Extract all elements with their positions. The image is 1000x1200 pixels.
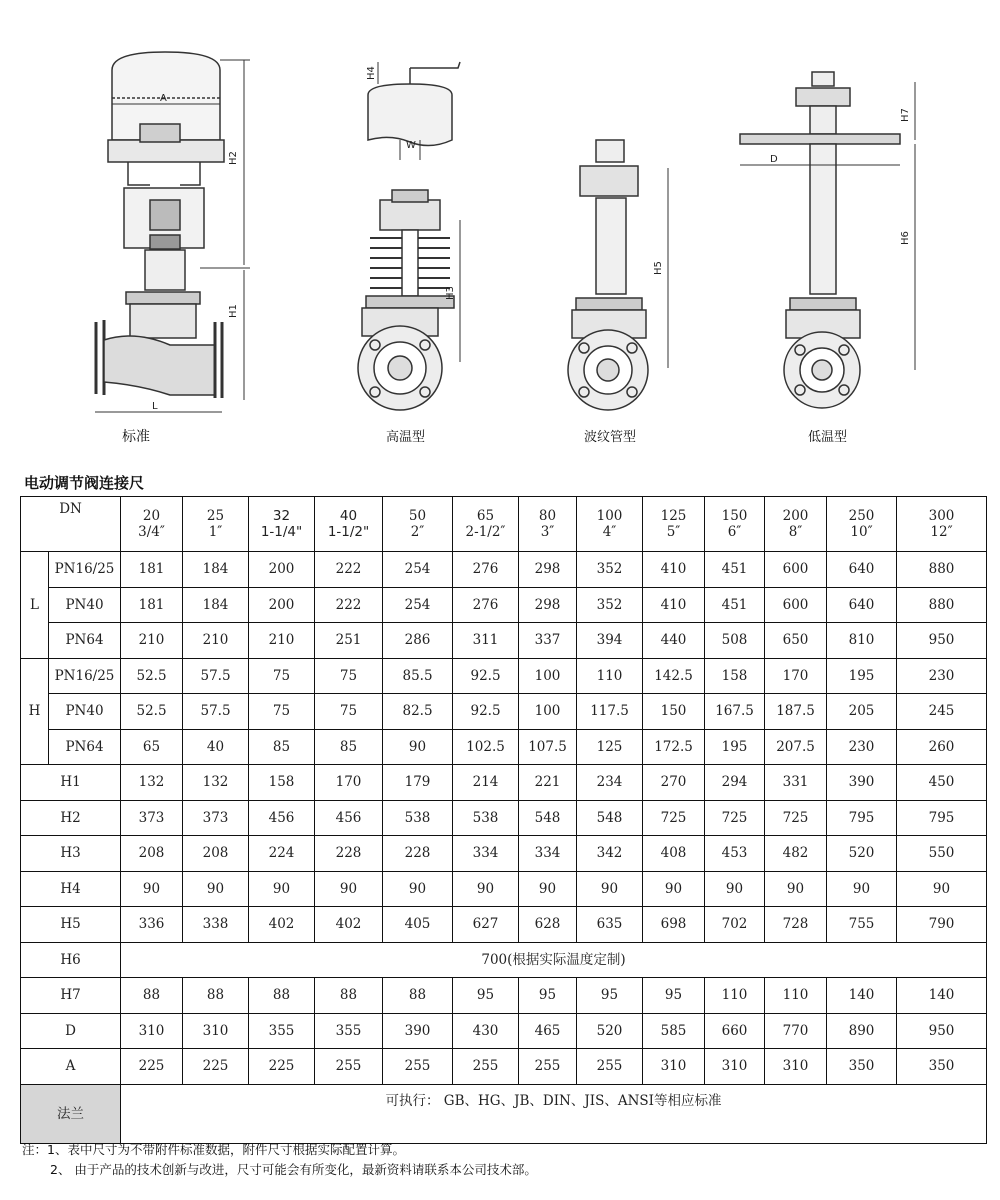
table-cell: 95 — [643, 978, 705, 1014]
table-cell: 310 — [121, 1013, 183, 1049]
table-row — [21, 658, 987, 694]
table-cell: 402 — [315, 907, 383, 943]
table-cell: 92.5 — [453, 694, 519, 730]
dim-h2: H2 — [228, 151, 239, 165]
inch-value: 1-1/2" — [327, 524, 370, 540]
inch-value: 2-1/2″ — [465, 524, 506, 540]
table-cell: 890 — [827, 1013, 897, 1049]
table-cell: 405 — [383, 907, 453, 943]
table-cell: 254 — [383, 587, 453, 623]
header-dn-50 — [383, 497, 453, 552]
inch-value: 1-1/4" — [260, 524, 303, 540]
table-cell: 276 — [453, 552, 519, 588]
dim-h4: H4 — [366, 66, 377, 80]
table-cell: 158 — [249, 765, 315, 801]
table-cell: 142.5 — [643, 658, 705, 694]
table-cell: 195 — [705, 729, 765, 765]
table-cell: 548 — [577, 800, 643, 836]
valve-drawings — [0, 0, 1000, 460]
table-cell: 251 — [315, 623, 383, 659]
table-cell: 342 — [577, 836, 643, 872]
table-row — [21, 623, 987, 659]
table-cell: 167.5 — [705, 694, 765, 730]
inch-value: 4″ — [602, 524, 617, 540]
table-cell: 100 — [519, 658, 577, 694]
table-cell: 88 — [383, 978, 453, 1014]
table-cell: 225 — [249, 1049, 315, 1085]
table-cell: 260 — [897, 729, 987, 765]
header-dn-250 — [827, 497, 897, 552]
header-dn-40 — [315, 497, 383, 552]
group-label-l: L — [21, 552, 49, 659]
table-cell: 635 — [577, 907, 643, 943]
h6-value: 700(根据实际温度定制) — [121, 942, 987, 978]
flange-standards: 可执行： GB、HG、JB、DIN、JIS、ANSI等相应标准 — [121, 1084, 987, 1143]
table-cell: 172.5 — [643, 729, 705, 765]
table-cell: 150 — [643, 694, 705, 730]
table-cell: 85.5 — [383, 658, 453, 694]
table-cell: 184 — [183, 552, 249, 588]
table-cell: 338 — [183, 907, 249, 943]
header-dn-150 — [705, 497, 765, 552]
table-cell: 181 — [121, 552, 183, 588]
table-cell: 508 — [705, 623, 765, 659]
table-cell: 725 — [643, 800, 705, 836]
row-label-h7: H7 — [21, 978, 121, 1014]
table-cell: 255 — [577, 1049, 643, 1085]
table-cell: 228 — [315, 836, 383, 872]
table-cell: 184 — [183, 587, 249, 623]
table-cell: 95 — [519, 978, 577, 1014]
table-cell: 640 — [827, 552, 897, 588]
table-cell: 132 — [121, 765, 183, 801]
table-row-flange — [21, 1084, 987, 1143]
table-cell: 286 — [383, 623, 453, 659]
table-cell: 310 — [643, 1049, 705, 1085]
table-cell: 90 — [519, 871, 577, 907]
table-cell: 336 — [121, 907, 183, 943]
table-cell: 600 — [765, 587, 827, 623]
dim-h1: H1 — [228, 304, 239, 318]
header-dn: DN — [21, 497, 121, 552]
inch-value: 12″ — [930, 524, 953, 540]
table-cell: 181 — [121, 587, 183, 623]
table-cell: 810 — [827, 623, 897, 659]
table-cell: 100 — [519, 694, 577, 730]
row-label: PN64 — [49, 623, 121, 659]
table-cell: 170 — [315, 765, 383, 801]
table-cell: 430 — [453, 1013, 519, 1049]
table-row — [21, 871, 987, 907]
table-cell: 234 — [577, 765, 643, 801]
row-label: PN64 — [49, 729, 121, 765]
table-cell: 294 — [705, 765, 765, 801]
table-cell: 210 — [249, 623, 315, 659]
table-cell: 755 — [827, 907, 897, 943]
table-cell: 90 — [249, 871, 315, 907]
table-cell: 660 — [705, 1013, 765, 1049]
table-cell: 394 — [577, 623, 643, 659]
table-cell: 451 — [705, 587, 765, 623]
table-cell: 402 — [249, 907, 315, 943]
table-cell: 255 — [315, 1049, 383, 1085]
table-cell: 92.5 — [453, 658, 519, 694]
table-body — [21, 497, 987, 1144]
table-cell: 95 — [577, 978, 643, 1014]
table-cell: 222 — [315, 587, 383, 623]
inch-value: 3/4″ — [138, 524, 165, 540]
table-cell: 725 — [705, 800, 765, 836]
table-row — [21, 800, 987, 836]
table-cell: 90 — [897, 871, 987, 907]
table-cell: 880 — [897, 552, 987, 588]
table-cell: 110 — [765, 978, 827, 1014]
table-cell: 230 — [827, 729, 897, 765]
row-label-flange: 法兰 — [21, 1084, 121, 1143]
dim-h7: H7 — [900, 108, 911, 122]
caption-low-temp: 低温型 — [808, 430, 848, 445]
table-cell: 107.5 — [519, 729, 577, 765]
dn-value: 250 — [848, 508, 875, 524]
inch-value: 3″ — [540, 524, 555, 540]
table-cell: 310 — [765, 1049, 827, 1085]
table-cell: 125 — [577, 729, 643, 765]
caption-high-temp: 高温型 — [386, 430, 426, 445]
row-label-h3: H3 — [21, 836, 121, 872]
table-cell: 132 — [183, 765, 249, 801]
table-cell: 538 — [453, 800, 519, 836]
table-cell: 90 — [121, 871, 183, 907]
caption-standard: 标准 — [122, 429, 150, 445]
footnotes — [22, 1140, 537, 1180]
table-cell: 373 — [183, 800, 249, 836]
table-cell: 88 — [183, 978, 249, 1014]
high-temp-valve-drawing — [358, 62, 460, 410]
table-cell: 158 — [705, 658, 765, 694]
table-cell: 453 — [705, 836, 765, 872]
dimension-table — [20, 496, 987, 1144]
table-cell: 585 — [643, 1013, 705, 1049]
table-row — [21, 587, 987, 623]
table-cell: 725 — [765, 800, 827, 836]
row-label-h1: H1 — [21, 765, 121, 801]
table-cell: 352 — [577, 552, 643, 588]
inch-value: 2″ — [410, 524, 425, 540]
table-cell: 310 — [705, 1049, 765, 1085]
dim-h5: H5 — [653, 261, 664, 275]
table-cell: 170 — [765, 658, 827, 694]
table-cell: 208 — [183, 836, 249, 872]
table-cell: 255 — [383, 1049, 453, 1085]
table-cell: 390 — [827, 765, 897, 801]
dn-value: 20 — [142, 508, 161, 524]
table-cell: 221 — [519, 765, 577, 801]
group-label-h: H — [21, 658, 49, 765]
header-dn-20 — [121, 497, 183, 552]
dn-value: 125 — [660, 508, 687, 524]
table-cell: 255 — [453, 1049, 519, 1085]
dn-value: 300 — [928, 508, 955, 524]
table-cell: 640 — [827, 587, 897, 623]
table-cell: 698 — [643, 907, 705, 943]
bellows-valve-drawing — [568, 140, 668, 410]
table-cell: 90 — [453, 871, 519, 907]
table-cell: 298 — [519, 587, 577, 623]
table-cell: 208 — [121, 836, 183, 872]
table-cell: 230 — [897, 658, 987, 694]
dn-value: 40 — [339, 508, 358, 524]
header-dn-65 — [453, 497, 519, 552]
table-cell: 450 — [897, 765, 987, 801]
table-cell: 310 — [183, 1013, 249, 1049]
table-cell: 245 — [897, 694, 987, 730]
table-cell: 90 — [705, 871, 765, 907]
table-cell: 187.5 — [765, 694, 827, 730]
table-cell: 548 — [519, 800, 577, 836]
table-row — [21, 907, 987, 943]
table-cell: 95 — [453, 978, 519, 1014]
table-cell: 334 — [519, 836, 577, 872]
table-cell: 311 — [453, 623, 519, 659]
table-cell: 520 — [577, 1013, 643, 1049]
table-cell: 88 — [121, 978, 183, 1014]
note-1: 注：1、表中尺寸为不带附件标准数据，附件尺寸根据实际配置计算。 — [22, 1142, 405, 1157]
table-cell: 52.5 — [121, 658, 183, 694]
table-cell: 298 — [519, 552, 577, 588]
table-cell: 950 — [897, 1013, 987, 1049]
row-label-h5: H5 — [21, 907, 121, 943]
table-cell: 200 — [249, 552, 315, 588]
table-cell: 88 — [249, 978, 315, 1014]
table-cell: 254 — [383, 552, 453, 588]
table-row — [21, 978, 987, 1014]
table-cell: 795 — [897, 800, 987, 836]
table-cell: 65 — [121, 729, 183, 765]
dn-value: 80 — [538, 508, 557, 524]
table-cell: 451 — [705, 552, 765, 588]
dim-w: W — [406, 140, 416, 151]
table-cell: 140 — [827, 978, 897, 1014]
row-label-h4: H4 — [21, 871, 121, 907]
table-row — [21, 729, 987, 765]
table-cell: 390 — [383, 1013, 453, 1049]
note-2: 2、 由于产品的技术创新与改进，尺寸可能会有所变化，最新资料请联系本公司技术部。 — [50, 1162, 537, 1177]
table-cell: 75 — [315, 694, 383, 730]
dim-h6: H6 — [900, 231, 911, 245]
row-label: PN40 — [49, 694, 121, 730]
table-cell: 225 — [183, 1049, 249, 1085]
table-cell: 440 — [643, 623, 705, 659]
inch-value: 8″ — [788, 524, 803, 540]
table-cell: 52.5 — [121, 694, 183, 730]
table-cell: 207.5 — [765, 729, 827, 765]
table-cell: 90 — [643, 871, 705, 907]
table-cell: 90 — [315, 871, 383, 907]
table-cell: 90 — [827, 871, 897, 907]
table-row — [21, 836, 987, 872]
header-dn-100 — [577, 497, 643, 552]
dn-value: 32 — [272, 508, 291, 524]
table-row — [21, 1013, 987, 1049]
table-row — [21, 1049, 987, 1085]
table-cell: 75 — [249, 658, 315, 694]
table-cell: 276 — [453, 587, 519, 623]
table-cell: 456 — [315, 800, 383, 836]
header-dn-300 — [897, 497, 987, 552]
table-cell: 950 — [897, 623, 987, 659]
dn-value: 100 — [596, 508, 623, 524]
row-label-h2: H2 — [21, 800, 121, 836]
table-cell: 628 — [519, 907, 577, 943]
table-cell: 214 — [453, 765, 519, 801]
low-temp-valve-drawing — [740, 72, 915, 408]
table-cell: 770 — [765, 1013, 827, 1049]
table-title: 电动调节阀连接尺 — [24, 474, 145, 492]
table-cell: 195 — [827, 658, 897, 694]
table-cell: 102.5 — [453, 729, 519, 765]
table-cell: 650 — [765, 623, 827, 659]
table-cell: 75 — [249, 694, 315, 730]
row-label-h6: H6 — [21, 942, 121, 978]
dim-a: A — [160, 93, 167, 104]
header-dn-80 — [519, 497, 577, 552]
table-cell: 90 — [765, 871, 827, 907]
caption-bellows: 波纹管型 — [584, 430, 637, 445]
table-cell: 456 — [249, 800, 315, 836]
table-cell: 538 — [383, 800, 453, 836]
row-label-d: D — [21, 1013, 121, 1049]
table-cell: 110 — [705, 978, 765, 1014]
inch-value: 5″ — [666, 524, 681, 540]
table-cell: 222 — [315, 552, 383, 588]
table-cell: 334 — [453, 836, 519, 872]
dim-h3: H3 — [445, 286, 456, 300]
dn-value: 150 — [721, 508, 748, 524]
table-cell: 140 — [897, 978, 987, 1014]
table-cell: 57.5 — [183, 658, 249, 694]
header-row — [21, 497, 987, 552]
table-cell: 205 — [827, 694, 897, 730]
table-cell: 40 — [183, 729, 249, 765]
table-cell: 210 — [121, 623, 183, 659]
table-cell: 352 — [577, 587, 643, 623]
table-cell: 790 — [897, 907, 987, 943]
table-cell: 82.5 — [383, 694, 453, 730]
table-cell: 179 — [383, 765, 453, 801]
table-cell: 795 — [827, 800, 897, 836]
table-cell: 373 — [121, 800, 183, 836]
table-cell: 228 — [383, 836, 453, 872]
row-label: PN16/25 — [49, 552, 121, 588]
table-cell: 331 — [765, 765, 827, 801]
header-dn-200 — [765, 497, 827, 552]
table-cell: 225 — [121, 1049, 183, 1085]
table-cell: 350 — [827, 1049, 897, 1085]
table-cell: 117.5 — [577, 694, 643, 730]
table-cell: 210 — [183, 623, 249, 659]
table-cell: 90 — [183, 871, 249, 907]
table-row — [21, 552, 987, 588]
table-row-h6 — [21, 942, 987, 978]
row-label: PN16/25 — [49, 658, 121, 694]
table-cell: 355 — [249, 1013, 315, 1049]
header-dn-125 — [643, 497, 705, 552]
table-cell: 550 — [897, 836, 987, 872]
table-cell: 355 — [315, 1013, 383, 1049]
table-cell: 410 — [643, 587, 705, 623]
table-cell: 465 — [519, 1013, 577, 1049]
row-label-a: A — [21, 1049, 121, 1085]
dn-value: 200 — [782, 508, 809, 524]
table-cell: 200 — [249, 587, 315, 623]
table-cell: 410 — [643, 552, 705, 588]
standard-valve-drawing — [95, 52, 250, 412]
dn-value: 65 — [476, 508, 495, 524]
table-cell: 880 — [897, 587, 987, 623]
table-cell: 85 — [249, 729, 315, 765]
dim-d: D — [770, 154, 778, 165]
table-cell: 90 — [383, 871, 453, 907]
table-cell: 224 — [249, 836, 315, 872]
table-cell: 85 — [315, 729, 383, 765]
table-cell: 270 — [643, 765, 705, 801]
table-cell: 728 — [765, 907, 827, 943]
header-dn-32 — [249, 497, 315, 552]
header-dn-25 — [183, 497, 249, 552]
inch-value: 6″ — [727, 524, 742, 540]
table-cell: 110 — [577, 658, 643, 694]
table-cell: 57.5 — [183, 694, 249, 730]
table-cell: 600 — [765, 552, 827, 588]
table-cell: 520 — [827, 836, 897, 872]
table-cell: 88 — [315, 978, 383, 1014]
table-cell: 255 — [519, 1049, 577, 1085]
table-cell: 75 — [315, 658, 383, 694]
table-cell: 90 — [577, 871, 643, 907]
inch-value: 1″ — [208, 524, 223, 540]
valve-drawings-svg — [0, 0, 1000, 460]
table-cell: 350 — [897, 1049, 987, 1085]
table-cell: 408 — [643, 836, 705, 872]
table-cell: 482 — [765, 836, 827, 872]
table-cell: 90 — [383, 729, 453, 765]
table-cell: 702 — [705, 907, 765, 943]
table-cell: 627 — [453, 907, 519, 943]
table-row — [21, 765, 987, 801]
row-label: PN40 — [49, 587, 121, 623]
dim-l: L — [152, 401, 158, 412]
inch-value: 10″ — [850, 524, 873, 540]
dn-value: 25 — [206, 508, 225, 524]
table-row — [21, 694, 987, 730]
dn-value: 50 — [408, 508, 427, 524]
table-cell: 337 — [519, 623, 577, 659]
